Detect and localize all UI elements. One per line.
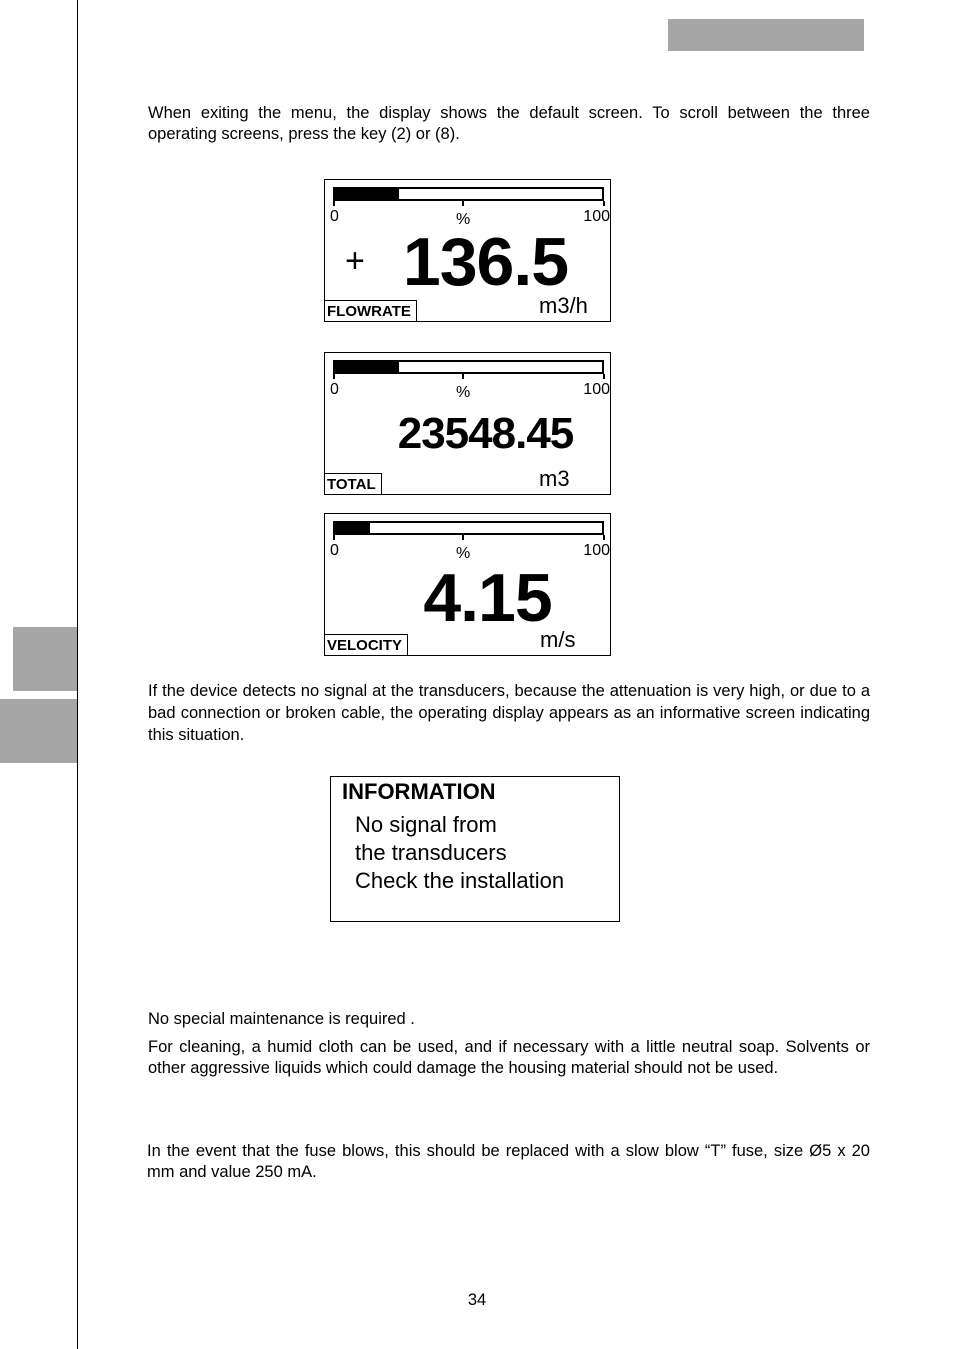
progress-bar-fill bbox=[335, 362, 399, 372]
mode-label: TOTAL bbox=[324, 473, 382, 495]
progress-bar-fill bbox=[335, 189, 399, 199]
progress-bar-fill bbox=[335, 523, 370, 533]
unit-label: m3/h bbox=[539, 293, 588, 318]
header-bar bbox=[668, 19, 864, 51]
info-line: the transducers bbox=[355, 840, 507, 865]
sign-indicator: + bbox=[345, 242, 365, 280]
maintenance-paragraph: No special maintenance is required . bbox=[148, 1010, 415, 1028]
bar-tick bbox=[462, 374, 464, 379]
scale-max-label: 100 bbox=[583, 208, 610, 225]
total-screen bbox=[324, 352, 611, 495]
scale-min-label: 0 bbox=[330, 542, 339, 559]
progress-bar bbox=[333, 187, 604, 201]
total-value: 23548.45 bbox=[397, 409, 574, 458]
scale-unit-label: % bbox=[456, 545, 471, 562]
info-line: No signal from bbox=[355, 812, 497, 837]
bar-tick bbox=[333, 374, 335, 379]
info-line: Check the installation bbox=[355, 868, 565, 893]
flowrate-value: 136.5 bbox=[402, 224, 569, 300]
cleaning-paragraph: For cleaning, a humid cloth can be used, and if necessary with a little neutral soap. Solvents or other aggressive liquids which could damage the housing material should not be used. bbox=[148, 1038, 870, 1077]
unit-label: m3 bbox=[539, 466, 570, 491]
mode-label: VELOCITY bbox=[324, 634, 408, 656]
information-screen bbox=[330, 776, 620, 922]
mode-label: FLOWRATE bbox=[324, 300, 417, 322]
velocity-value: 4.15 bbox=[423, 560, 552, 636]
intro-paragraph: When exiting the menu, the display shows the default screen. To scroll between the three operating screens, press the key (2) or (8). bbox=[148, 104, 870, 143]
bar-tick bbox=[603, 201, 605, 206]
bar-tick bbox=[603, 535, 605, 540]
scale-min-label: 0 bbox=[330, 381, 339, 398]
bar-tick bbox=[462, 535, 464, 540]
progress-bar bbox=[333, 360, 604, 374]
page-margin-line bbox=[77, 0, 78, 1349]
info-title: INFORMATION bbox=[342, 779, 496, 804]
scale-min-label: 0 bbox=[330, 208, 339, 225]
bar-tick bbox=[333, 535, 335, 540]
scale-unit-label: % bbox=[456, 211, 471, 228]
velocity-screen bbox=[324, 513, 611, 656]
unit-label: m/s bbox=[540, 627, 576, 652]
progress-bar bbox=[333, 521, 604, 535]
page-number: 34 bbox=[467, 1291, 487, 1309]
bar-tick bbox=[603, 374, 605, 379]
no-signal-paragraph: If the device detects no signal at the transducers, because the attenuation is very high, or due to a bad connection or broken cable, the operating display appears as an informative screen indicating this situation. bbox=[148, 682, 870, 744]
bar-tick bbox=[333, 201, 335, 206]
section-tab-lower bbox=[0, 699, 77, 763]
scale-max-label: 100 bbox=[583, 381, 610, 398]
flowrate-screen bbox=[324, 179, 611, 322]
bar-tick bbox=[462, 201, 464, 206]
section-tab-upper bbox=[13, 627, 77, 691]
scale-unit-label: % bbox=[456, 384, 471, 401]
fuse-paragraph: In the event that the fuse blows, this should be replaced with a slow blow “T” fuse, size Ø5 x 20 mm and value 250 mA. bbox=[147, 1142, 870, 1181]
scale-max-label: 100 bbox=[583, 542, 610, 559]
